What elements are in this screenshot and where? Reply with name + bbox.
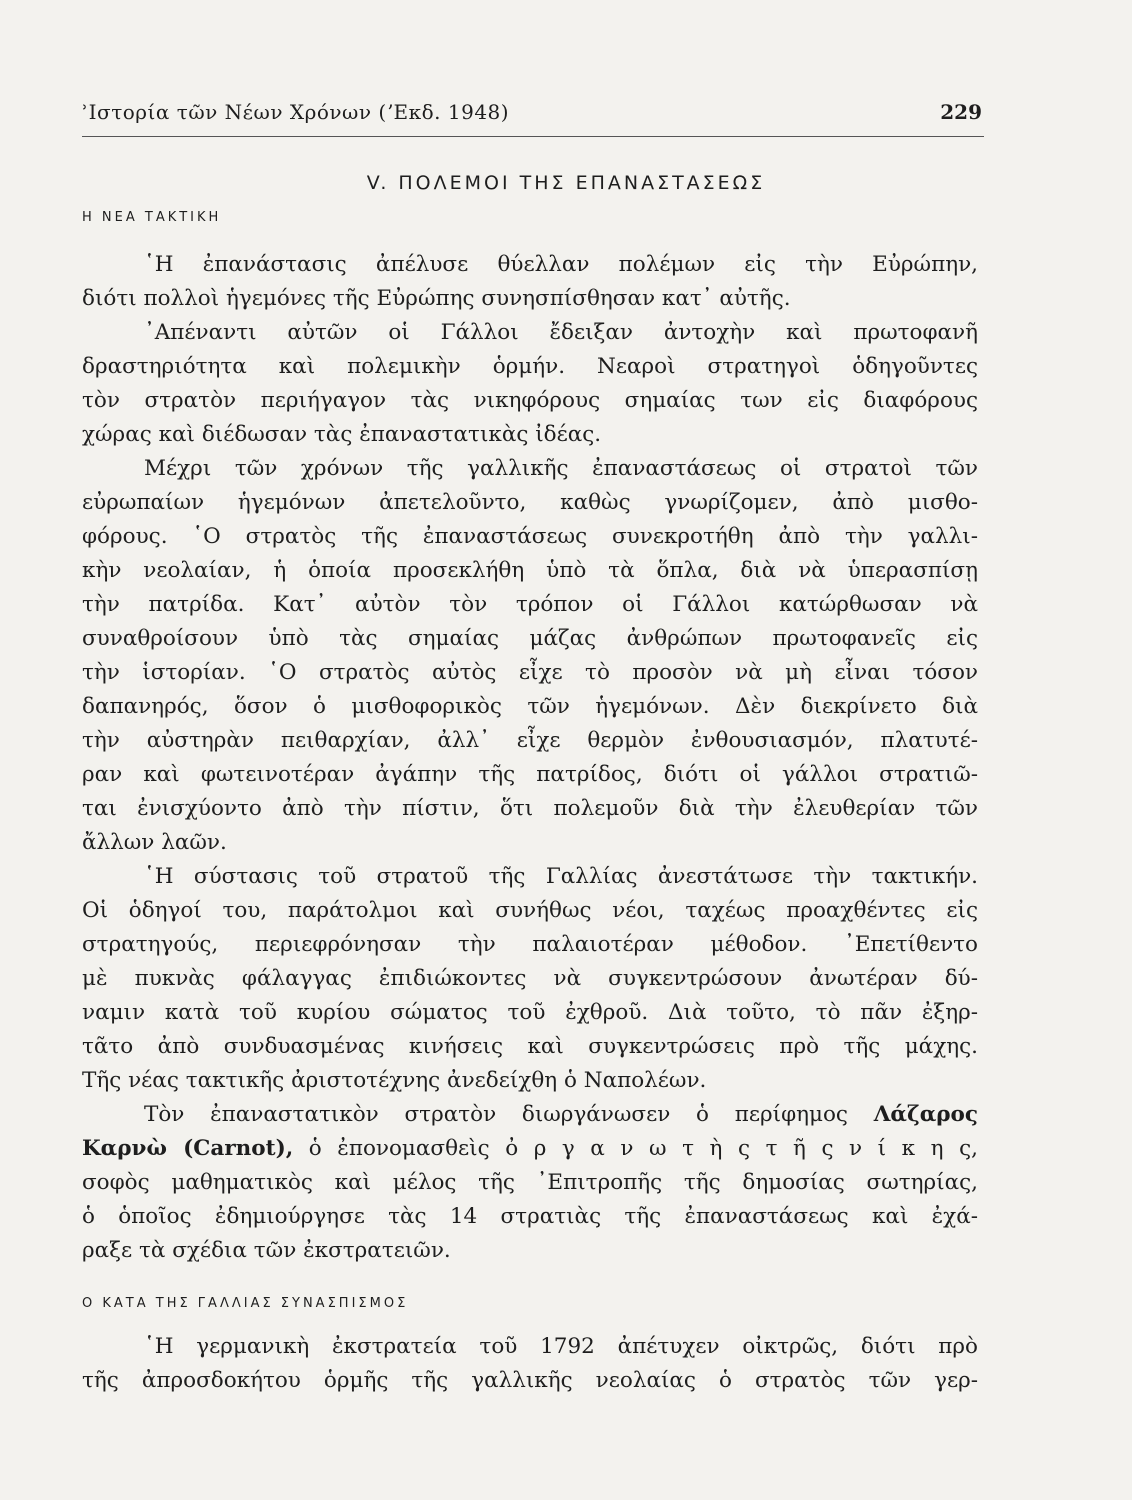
text-line: φόρους. ῾Ο στρατὸς τῆς ἐπαναστάσεως συνεκροτήθη ἀπὸ τὴν γαλλι- xyxy=(82,524,978,549)
paragraph xyxy=(82,452,978,860)
text-line: Οἱ ὁδηγοί του, παράτολμοι καὶ συνήθως νέοι, ταχέως προαχθέντες εἰς xyxy=(82,898,978,923)
text-line: ται ἐνισχύοντο ἀπὸ τὴν πίστιν, ὅτι πολεμοῦν διὰ τὴν ἐλευθερίαν τῶν xyxy=(82,796,978,821)
bold-name: Καρνὼ (Carnot), xyxy=(82,1136,294,1161)
text-line: ραν καὶ φωτεινοτέραν ἀγάπην τῆς πατρίδος, διότι οἱ γάλλοι στρατιῶ- xyxy=(82,762,978,787)
text-line: Μέχρι τῶν χρόνων τῆς γαλλικῆς ἐπαναστάσεως οἱ στρατοὶ τῶν xyxy=(144,456,978,481)
text-line xyxy=(82,1098,978,1132)
text-line: εὐρωπαίων ἡγεμόνων ἀπετελοῦντο, καθὼς γνωρίζομεν, ἀπὸ μισθο- xyxy=(82,490,978,515)
text-line: σοφὸς μαθηματικὸς καὶ μέλος τῆς ᾿Επιτροπῆς τῆς δημοσίας σωτηρίας, xyxy=(82,1170,978,1195)
text-line: ῾Η γερμανικὴ ἐκστρατεία τοῦ 1792 ἀπέτυχεν οἰκτρῶς, διότι πρὸ xyxy=(144,1334,978,1359)
text-line: τᾶτο ἀπὸ συνδυασμένας κινήσεις καὶ συγκεντρώσεις πρὸ τῆς μάχης. xyxy=(82,1034,978,1059)
section-heading: Ο ΚΑΤΑ ΤΗΣ ΓΑΛΛΙΑΣ ΣΥΝΑΣΠΙΣΜΟΣ xyxy=(82,1296,409,1311)
text-line: τὴν πατρίδα. Κατ᾿ αὐτὸν τὸν τρόπον οἱ Γάλλοι κατώρθωσαν νὰ xyxy=(82,592,978,617)
text-line xyxy=(82,1132,978,1166)
bold-name: Λάζαρος xyxy=(873,1102,978,1127)
chapter-title: V. ΠΟΛΕΜΟΙ ΤΗΣ ΕΠΑΝΑΣΤΑΣΕΩΣ xyxy=(366,172,766,194)
text-line: διότι πολλοὶ ἡγεμόνες τῆς Εὐρώπης συνησπίσθησαν κατ᾿ αὐτῆς. xyxy=(82,286,791,311)
text-line: συναθροίσουν ὑπὸ τὰς σημαίας μάζας ἀνθρώπων πρωτοφανεῖς εἰς xyxy=(82,626,978,651)
text-line: τὸν στρατὸν περιήγαγον τὰς νικηφόρους σημαίας των εἰς διαφόρους xyxy=(82,388,978,413)
paragraph xyxy=(82,860,978,1098)
text-line: ῾Η σύστασις τοῦ στρατοῦ τῆς Γαλλίας ἀνεστάτωσε τὴν τακτικήν. xyxy=(144,864,978,889)
text-line: τὴν αὐστηρὰν πειθαρχίαν, ἀλλ᾿ εἶχε θερμὸν ἐνθουσιασμόν, πλατυτέ- xyxy=(82,728,978,753)
text-line: ὁ ὁποῖος ἐδημιούργησε τὰς 14 στρατιὰς τῆς ἐπαναστάσεως καὶ ἐχά- xyxy=(82,1204,978,1229)
running-title: ʾΙστορία τῶν Νέων Χρόνων (ʼΕκδ. 1948) xyxy=(82,100,510,124)
section-heading: Η ΝΕΑ ΤΑΚΤΙΚΗ xyxy=(82,210,222,225)
text-span: ὁ ἐπονομασθεὶς ὀ ρ γ α ν ω τ ὴ ς τ ῆ ς ν ί κ η ς, xyxy=(308,1136,978,1161)
paragraph xyxy=(82,316,978,452)
text-line: δαπανηρός, ὅσον ὁ μισθοφορικὸς τῶν ἡγεμόνων. Δὲν διεκρίνετο διὰ xyxy=(82,694,978,719)
text-line: μὲ πυκνὰς φάλαγγας ἐπιδιώκοντες νὰ συγκεντρώσουν ἀνωτέραν δύ- xyxy=(82,966,978,991)
page-number: 229 xyxy=(940,100,982,124)
text-span: Τὸν ἐπαναστατικὸν στρατὸν διωργάνωσεν ὁ περίφημος xyxy=(144,1102,848,1127)
page-header xyxy=(82,96,984,137)
text-line: ἄλλων λαῶν. xyxy=(82,830,227,855)
text-line: τὴν ἱστορίαν. ῾Ο στρατὸς αὐτὸς εἶχε τὸ προσὸν νὰ μὴ εἶναι τόσον xyxy=(82,660,978,685)
text-line: Τῆς νέας τακτικῆς ἀριστοτέχνης ἀνεδείχθη ὁ Ναπολέων. xyxy=(82,1068,707,1093)
text-line: ραξε τὰ σχέδια τῶν ἐκστρατειῶν. xyxy=(82,1238,451,1263)
text-line: στρατηγούς, περιεφρόνησαν τὴν παλαιοτέραν μέθοδον. ᾿Επετίθεντο xyxy=(82,932,978,957)
paragraph xyxy=(82,1098,978,1268)
text-line: ῾Η ἐπανάστασις ἀπέλυσε θύελλαν πολέμων εἰς τὴν Εὐρώπην, xyxy=(144,252,978,277)
text-line: τῆς ἀπροσδοκήτου ὁρμῆς τῆς γαλλικῆς νεολαίας ὁ στρατὸς τῶν γερ- xyxy=(82,1368,978,1393)
text-line: ναμιν κατὰ τοῦ κυρίου σώματος τοῦ ἐχθροῦ. Διὰ τοῦτο, τὸ πᾶν ἐξηρ- xyxy=(82,1000,978,1025)
paragraph xyxy=(82,1330,978,1398)
text-line: ᾿Απέναντι αὐτῶν οἱ Γάλλοι ἔδειξαν ἀντοχὴν καὶ πρωτοφανῆ xyxy=(144,320,978,345)
text-line: δραστηριότητα καὶ πολεμικὴν ὁρμήν. Νεαροὶ στρατηγοὶ ὁδηγοῦντες xyxy=(82,354,978,379)
text-line: χώρας καὶ διέδωσαν τὰς ἐπαναστατικὰς ἰδέας. xyxy=(82,422,602,447)
text-line: κὴν νεολαίαν, ἡ ὁποία προσεκλήθη ὑπὸ τὰ ὅπλα, διὰ νὰ ὑπερασπίσῃ xyxy=(82,558,978,583)
paragraph xyxy=(82,248,978,316)
